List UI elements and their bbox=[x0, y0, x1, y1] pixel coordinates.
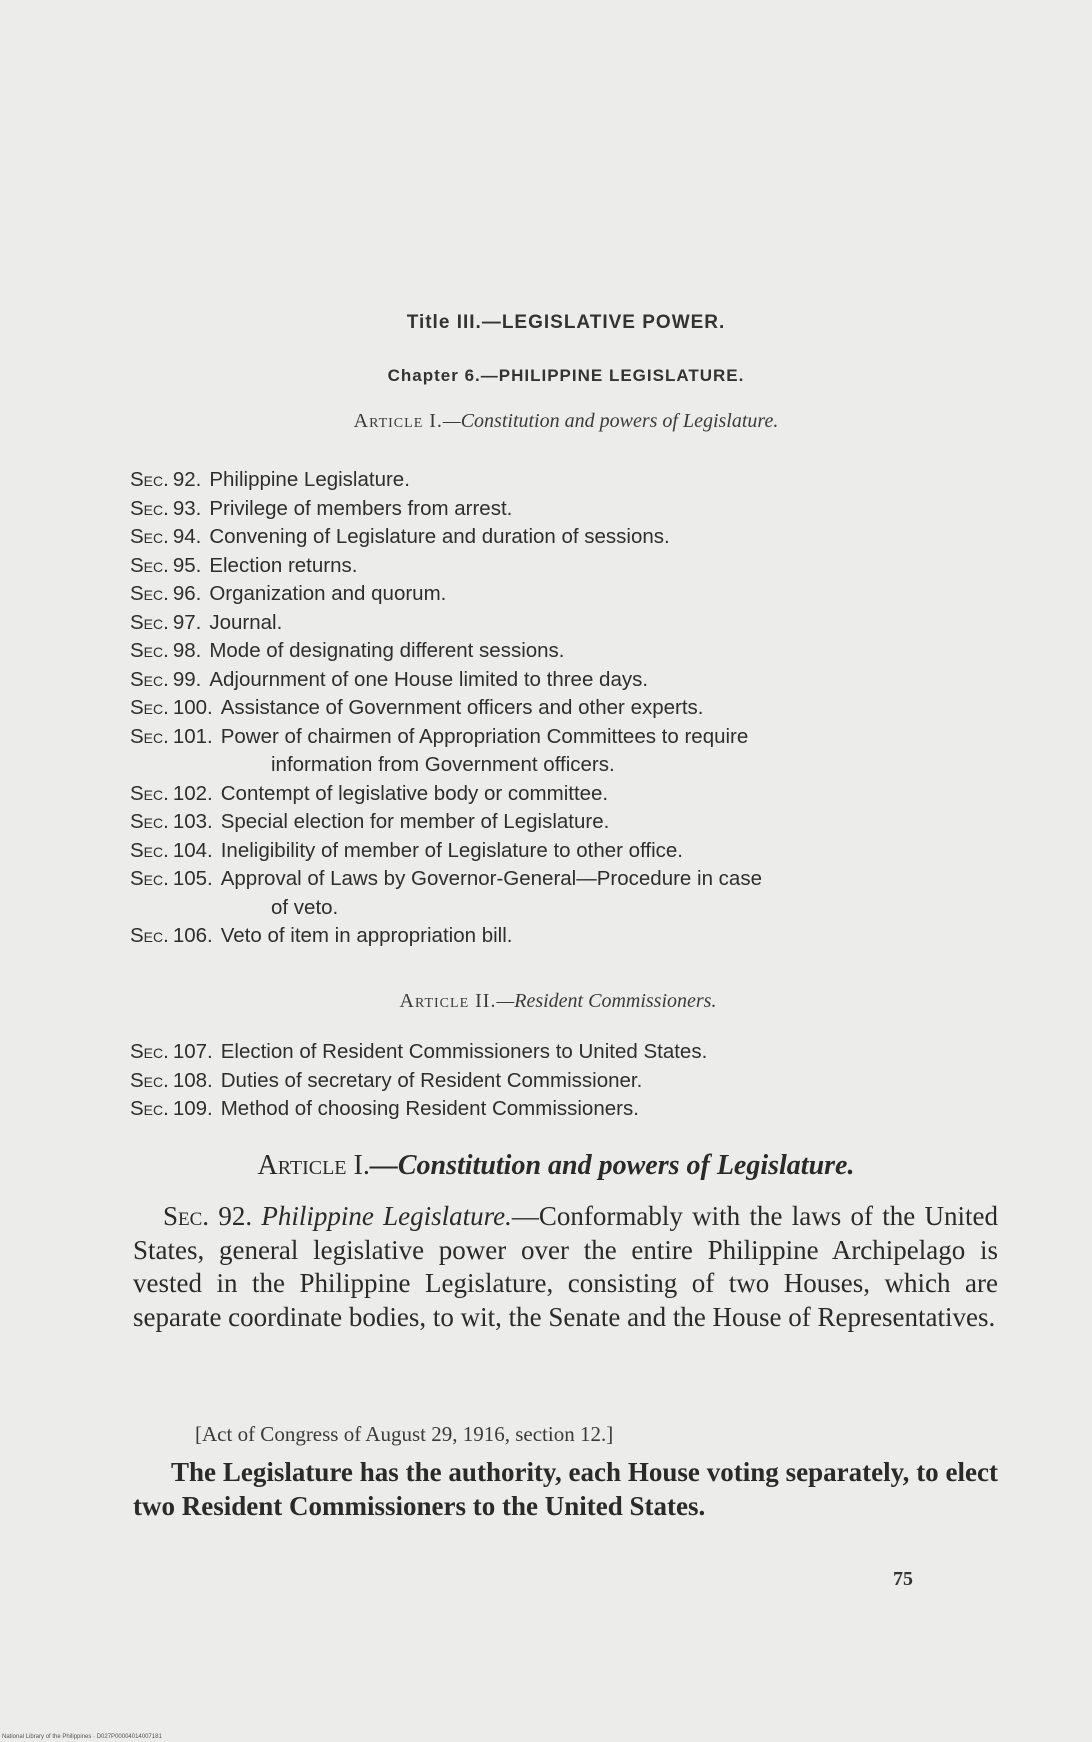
toc-entry: Sec. 93. Privilege of members from arrest. bbox=[130, 496, 513, 520]
toc-entry: Sec. 92. Philippine Legislature. bbox=[130, 468, 410, 491]
title-number: III. bbox=[456, 312, 482, 333]
body-article-label: Article I. bbox=[257, 1150, 370, 1181]
toc-entry: Sec. 97. Journal. bbox=[130, 610, 283, 634]
toc-entry-continuation: information from Government officers. bbox=[271, 753, 615, 776]
article-2-section-list bbox=[130, 1038, 1000, 1124]
section-92-paragraph bbox=[133, 1200, 998, 1334]
section-heading: Philippine Legislature. bbox=[261, 1201, 512, 1231]
section-text: —Conformably with the laws of the United States, general legislative power over the entire Philippine Archipelago is vested in the Philippine Legislature, consisting of two Houses, which are separate coordinate bodies, to wit, the Senate and the House of Representatives. bbox=[133, 1201, 999, 1332]
toc-entry: Sec. 94. Convening of Legislature and duration of sessions. bbox=[130, 525, 670, 548]
chapter-text: —PHILIPPINE LEGISLATURE. bbox=[480, 366, 745, 385]
toc-entry: Sec. 104. Ineligibility of member of Legislature to other office. bbox=[130, 838, 683, 862]
article-2-heading bbox=[12, 990, 1092, 1013]
article-2-subtitle: —Resident Commissioners. bbox=[496, 990, 717, 1012]
section-label: Sec. bbox=[163, 1201, 210, 1231]
toc-entry: Sec. 99. Adjournment of one House limited to three days. bbox=[130, 667, 649, 691]
citation: [Act of Congress of August 29, 1916, section 12.] bbox=[195, 1422, 614, 1446]
article-1-section-list bbox=[130, 466, 1000, 951]
body-article-subtitle: —Constitution and powers of Legislature. bbox=[369, 1150, 855, 1181]
article-2-label: Article II. bbox=[399, 990, 497, 1012]
toc-entry: Sec. 105. Approval of Laws by Governor-General—Procedure in case of veto. bbox=[130, 865, 1000, 922]
chapter-heading bbox=[20, 366, 1092, 386]
section-number: 92. bbox=[218, 1201, 253, 1231]
title-label: Title bbox=[406, 312, 451, 333]
toc-entry: Sec. 98. Mode of designating different sessions. bbox=[130, 639, 565, 662]
toc-entry: Sec. 101. Power of chairmen of Appropriation Committees to require information from Government officers. bbox=[130, 723, 1000, 780]
paragraph-2 bbox=[133, 1455, 998, 1523]
paragraph-2-text: The Legislature has the authority, each House voting separately, to elect two Resident Commissioners to the United States. bbox=[133, 1457, 998, 1521]
toc-entry: Sec. 102. Contempt of legislative body or committee. bbox=[130, 781, 609, 805]
toc-entry: Sec. 108. Duties of secretary of Resident Commissioner. bbox=[130, 1068, 643, 1092]
toc-entry: Sec. 100. Assistance of Government officers and other experts. bbox=[130, 696, 704, 719]
chapter-label: Chapter 6. bbox=[387, 366, 481, 385]
toc-entry: Sec. 95. Election returns. bbox=[130, 553, 358, 577]
toc-entry: Sec. 107. Election of Resident Commissioners to United States. bbox=[130, 1040, 708, 1063]
toc-entry: Sec. 106. Veto of item in appropriation bill. bbox=[130, 924, 513, 947]
article-1-subtitle: —Constitution and powers of Legislature. bbox=[442, 410, 779, 432]
toc-entry: Sec. 103. Special election for member of Legislature. bbox=[130, 810, 610, 833]
toc-entry: Sec. 96. Organization and quorum. bbox=[130, 582, 447, 605]
toc-entry-continuation: of veto. bbox=[271, 895, 339, 919]
toc-entry: Sec. 109. Method of choosing Resident Commissioners. bbox=[130, 1097, 639, 1120]
article-1-label: Article I. bbox=[353, 410, 443, 432]
body-article-heading bbox=[10, 1150, 1092, 1182]
title-heading bbox=[20, 312, 1092, 334]
footer-watermark: National Library of the Philippines · D027P00004014007181 bbox=[2, 1734, 162, 1740]
page-number: 75 bbox=[893, 1568, 913, 1590]
article-1-heading bbox=[20, 410, 1092, 433]
title-text: —LEGISLATIVE POWER. bbox=[481, 312, 726, 333]
